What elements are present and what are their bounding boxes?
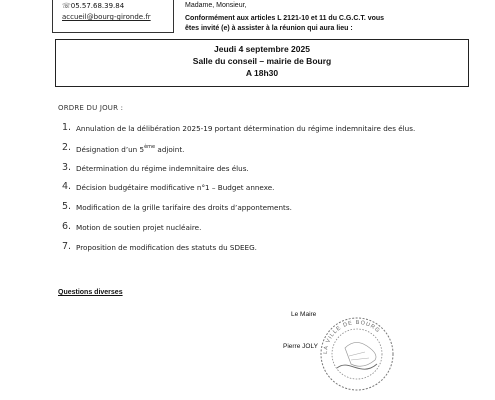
agenda-item-text: Motion de soutien projet nucléaire. — [76, 222, 202, 232]
agenda-item — [62, 181, 482, 201]
agenda-item — [62, 241, 482, 261]
agenda-item-number: 5. — [62, 201, 72, 213]
agenda-item-number: 3. — [62, 161, 72, 173]
agenda-item-text-main: Désignation d’un 5 — [76, 144, 145, 154]
stamp-text: LA VILLE DE BOURG — [322, 319, 382, 355]
town-seal-stamp — [315, 308, 399, 392]
email-link[interactable]: accueil@bourg-gironde.fr — [62, 13, 151, 21]
agenda-item-text: Modification de la grille tarifaire des droits d’appontements. — [76, 203, 292, 213]
meeting-date: Jeudi 4 septembre 2025 — [214, 44, 310, 54]
mayor-name: Pierre JOLY — [283, 343, 318, 350]
agenda-item-text: Détermination du régime indemnitaire des élus. — [76, 163, 249, 173]
agenda-item-text-end: adjoint. — [155, 144, 185, 154]
agenda-item — [62, 221, 482, 241]
agenda-list — [62, 122, 482, 261]
svg-text:LA VILLE DE BOURG — [323, 320, 381, 354]
phone-number: ☏05.57.68.39.84 — [62, 2, 125, 10]
agenda-item-number: 7. — [62, 240, 72, 252]
agenda-item-text: Décision budgétaire modificative n°1 – Budget annexe. — [76, 183, 275, 193]
intro-text — [185, 14, 475, 34]
meeting-details-box — [55, 39, 469, 87]
agenda-item — [62, 142, 482, 162]
meeting-place: Salle du conseil – mairie de Bourg — [192, 56, 332, 66]
agenda-title: ORDRE DU JOUR : — [58, 104, 124, 112]
agenda-item — [62, 162, 482, 182]
agenda-item-number: 4. — [62, 181, 72, 193]
agenda-item-number: 6. — [62, 220, 72, 232]
agenda-item-text — [76, 144, 184, 154]
agenda-item-text: Annulation de la délibération 2025-19 portant détermination du régime indemnitaire des élus. — [76, 124, 416, 133]
salutation: Madame, Monsieur, — [185, 2, 247, 9]
agenda-item-number: 1. — [62, 122, 72, 133]
intro-line-2: êtes invité (e) à assister à la réunion qui aura lieu : — [185, 25, 353, 32]
mayor-title: Le Maire — [291, 311, 317, 318]
agenda-item — [62, 122, 482, 142]
questions-diverses-heading: Questions diverses — [58, 289, 123, 296]
meeting-time: A 18h30 — [245, 68, 279, 78]
intro-line-1: Conformément aux articles L 2121-10 et 11 du C.G.C.T. vous — [185, 15, 385, 22]
agenda-item-text: Proposition de modification des statuts du SDEEG. — [76, 242, 257, 252]
agenda-item — [62, 201, 482, 221]
ordinal-suffix: ème — [144, 143, 156, 150]
agenda-item-number: 2. — [62, 141, 72, 153]
